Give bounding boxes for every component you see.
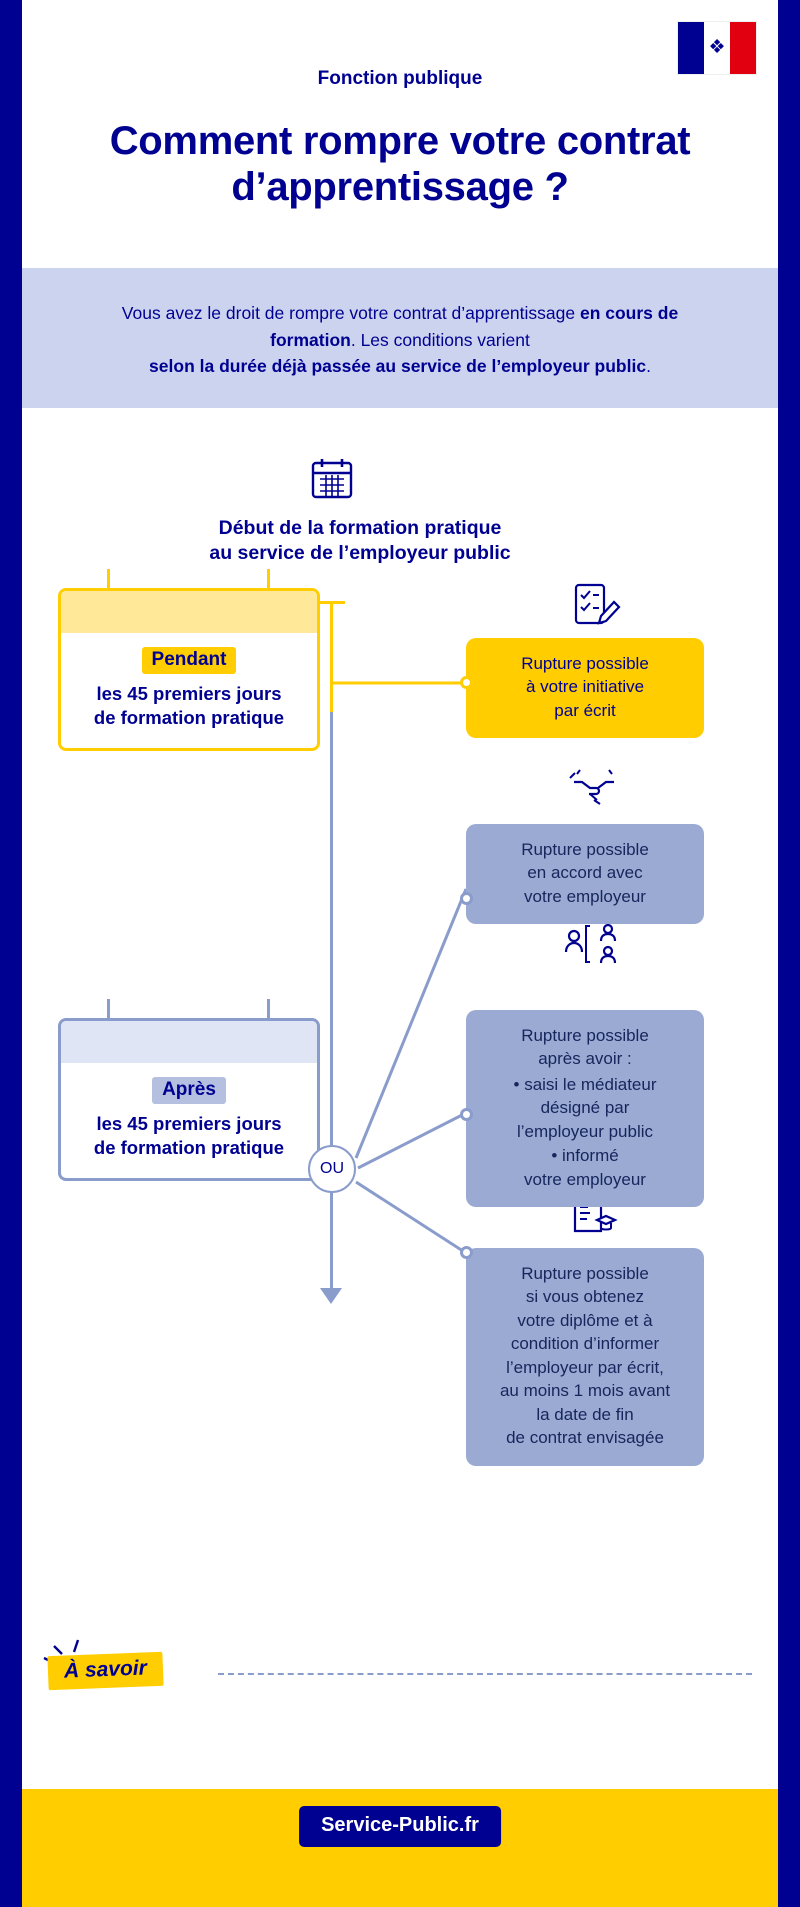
- checklist-pen-icon: [571, 582, 623, 628]
- outcome-3-bullet-1-l2: désigné par: [540, 1098, 630, 1118]
- outcome-2-line-2: en accord avec: [527, 863, 643, 883]
- service-public-logo[interactable]: Service-Public.fr: [299, 1806, 501, 1847]
- handshake-icon: [568, 768, 620, 814]
- calendar-tick-left: [107, 999, 110, 1021]
- outcome-4-line-2: si vous obtenez: [525, 1287, 645, 1307]
- outcome-4-line-7: la date de fin: [536, 1404, 634, 1424]
- calendar-tick-right: [267, 999, 270, 1021]
- connector-dot-4: [460, 1246, 473, 1259]
- outcome-3-bullet-2: [480, 1144, 690, 1191]
- outcome-3-line-2: après avoir :: [538, 1049, 632, 1069]
- outcome-4-line-4: condition d’informer: [510, 1334, 660, 1354]
- outcome-1-line-2: à votre initiative: [525, 677, 645, 697]
- timeline-axis-yellow-segment: [330, 602, 333, 712]
- outcome-4-line-3: votre diplôme et à: [517, 1310, 653, 1330]
- timeline-top-cap-yellow: [318, 601, 345, 604]
- note-badge: À savoir: [47, 1652, 163, 1690]
- intro-text: [82, 300, 718, 380]
- period-line-1: les 45 premiers jours: [96, 683, 282, 704]
- period-line-2: de formation pratique: [93, 1137, 285, 1159]
- outcome-3-bullet-1-l1: saisi le médiateur: [524, 1074, 657, 1094]
- mediator-people-icon: [562, 920, 614, 966]
- outcome-3-bullet-1-l3: l’employeur public: [516, 1121, 654, 1141]
- or-node: OU: [308, 1145, 356, 1193]
- outcome-4-line-8: de contrat envisagée: [506, 1428, 664, 1448]
- outcome-2-line-3: votre employeur: [524, 886, 646, 906]
- french-flag-marianne-icon: ❖: [678, 22, 756, 74]
- calendar-tick-right: [267, 569, 270, 591]
- period-card-apres: [58, 1018, 320, 1181]
- note-dashed-divider: [218, 1673, 752, 1675]
- timeline-start-label-line1: Début de la formation pratique: [218, 517, 502, 539]
- outcome-3-line-1: Rupture possible: [521, 1026, 649, 1045]
- outcome-4-line-5: l’employeur par écrit,: [506, 1357, 664, 1377]
- intro-text-a: Vous avez le droit de rompre votre contrat d’apprentissage: [121, 303, 580, 323]
- outcome-1-line-1: Rupture possible: [521, 654, 649, 673]
- eyebrow-label: Fonction publique: [317, 68, 483, 89]
- outcome-3-bullet-1: [480, 1073, 690, 1143]
- calendar-tick-left: [107, 569, 110, 591]
- period-card-header-strip: [61, 1021, 317, 1063]
- period-line-2: de formation pratique: [93, 707, 285, 729]
- intro-text-bold-1: en cours de formation: [270, 303, 679, 350]
- outcome-card-1: [466, 638, 704, 738]
- outcome-1-line-3: par écrit: [554, 700, 616, 720]
- period-card-pendant: [58, 588, 320, 751]
- intro-text-c: . Les conditions varient: [350, 329, 530, 350]
- outcome-3-bullet-2-l2: votre employeur: [524, 1169, 646, 1189]
- calendar-icon: [309, 455, 355, 501]
- footer-white-space: [22, 1707, 778, 1789]
- connector-dot-2: [460, 892, 473, 905]
- outcome-4-line-6: au moins 1 mois avant: [499, 1381, 671, 1401]
- outcome-2-line-1: Rupture possible: [521, 840, 649, 859]
- outcome-3-bullet-2-l1: informé: [562, 1146, 619, 1166]
- period-card-header-strip: [61, 591, 317, 633]
- period-pill-label: Après: [152, 1077, 226, 1104]
- outcome-4-line-1: Rupture possible: [521, 1264, 649, 1283]
- connector-dot-3: [460, 1108, 473, 1121]
- connector-dot-1: [460, 676, 473, 689]
- outcome-card-2: [466, 824, 704, 924]
- page-title: Comment rompre votre contrat d’apprentissage ?: [109, 119, 691, 210]
- intro-text-e: .: [646, 356, 651, 377]
- outcome-card-3: [466, 1010, 704, 1207]
- outcome-card-4: [466, 1248, 704, 1466]
- period-pill-label: Pendant: [142, 647, 237, 674]
- right-blue-rail: [778, 0, 800, 1907]
- outcome-3-bullets: [480, 1073, 690, 1191]
- intro-band: [22, 268, 778, 408]
- intro-text-bold-2: selon la durée déjà passée au service de l’employeur public: [149, 356, 647, 377]
- left-blue-rail: [0, 0, 22, 1907]
- infographic-canvas: [22, 0, 778, 1907]
- timeline-start-label: [142, 516, 578, 566]
- timeline-arrow-head: [320, 1288, 342, 1304]
- timeline-start-label-line2: au service de l’employeur public: [209, 541, 511, 564]
- period-line-1: les 45 premiers jours: [96, 1113, 282, 1134]
